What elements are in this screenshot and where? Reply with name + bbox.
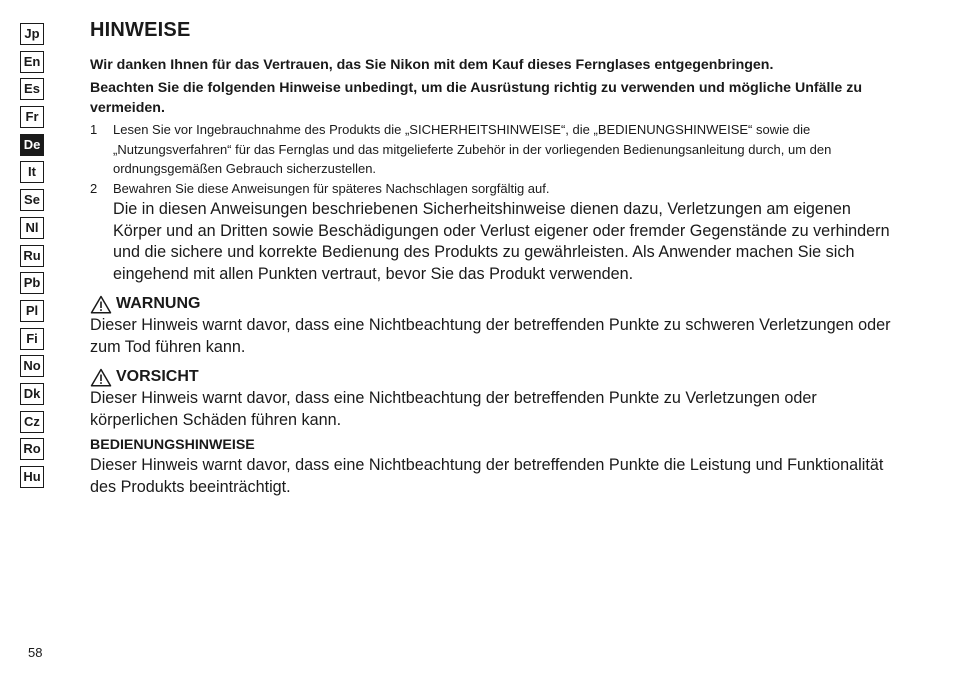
language-tab-nl[interactable]: Nl [20, 217, 44, 239]
language-tab-fr[interactable]: Fr [20, 106, 44, 128]
page-title: HINWEISE [90, 19, 191, 41]
warnung-text: Dieser Hinweis warnt davor, dass eine Nichtbeachtung der betreffenden Punkte zu schweren Verletzungen oder zum Tod führen kann. [90, 316, 891, 356]
language-tab-hu[interactable]: Hu [20, 466, 44, 488]
warning-triangle-icon [90, 368, 112, 387]
page-content [90, 18, 900, 498]
warning-triangle-icon [90, 295, 112, 314]
intro-thanks: Wir danken Ihnen für das Vertrauen, das Sie Nikon mit dem Kauf dieses Fernglases entgegenbringen. [90, 57, 774, 73]
item-text: Bewahren Sie diese Anweisungen für späteres Nachschlagen sorgfältig auf. [113, 180, 550, 196]
bedienung-text: Dieser Hinweis warnt davor, dass eine Nichtbeachtung der betreffenden Punkte die Leistung und Funktionalität des Produkts beeinträchtigt. [90, 456, 884, 496]
language-tab-ro[interactable]: Ro [20, 438, 44, 460]
item-text: Lesen Sie vor Ingebrauchnahme des Produkts die „SICHERHEITSHINWEISE“, die „BEDIENUNGSHINWEISE“ sowie die „Nutzungsverfahren“ für das Fernglas und das mitgelieferte Zubehör in der vorliegenden Bedienungsanleitung durch, um den ordnungsgemäßen Gebrauch sicherzustellen. [113, 122, 832, 176]
vorsicht-text: Dieser Hinweis warnt davor, dass eine Nichtbeachtung der betreffenden Punkte zu Verletzungen oder körperlichen Schäden führen kann. [90, 389, 817, 429]
language-tab-cz[interactable]: Cz [20, 411, 44, 433]
intro-notice: Beachten Sie die folgenden Hinweise unbedingt, um die Ausrüstung richtig zu verwenden und mögliche Unfälle zu vermeiden. [90, 80, 862, 116]
list-item [90, 179, 900, 199]
language-tab-dk[interactable]: Dk [20, 383, 44, 405]
language-tab-it[interactable]: It [20, 161, 44, 183]
safety-explanation: Die in diesen Anweisungen beschriebenen Sicherheitshinweise dienen dazu, Verletzungen am eigenen Körper und an Dritten sowie Beschädigungen oder Verlust eigener oder fremder Gegenstände zu verhindern und die sichere und korrekte Bedienung des Produkts zu gewährleisten. Als Anwender machen Sie sich eingehend mit allen Punkten vertraut, bevor Sie das Produkt verwenden. [113, 200, 890, 283]
vorsicht-heading [90, 366, 900, 388]
item-number: 2 [90, 180, 98, 196]
language-tab-jp[interactable]: Jp [20, 23, 44, 45]
warnung-label: WARNUNG [116, 295, 201, 312]
language-tab-es[interactable]: Es [20, 78, 44, 100]
language-tab-no[interactable]: No [20, 355, 44, 377]
language-tab-ru[interactable]: Ru [20, 245, 44, 267]
language-tab-pb[interactable]: Pb [20, 272, 44, 294]
vorsicht-label: VORSICHT [116, 368, 199, 385]
language-tab-de[interactable]: De [20, 134, 44, 156]
item-number: 1 [90, 122, 98, 137]
warnung-heading [90, 293, 900, 315]
page-number: 58 [28, 645, 43, 660]
bedienung-heading: BEDIENUNGSHINWEISE [90, 437, 255, 453]
language-tab-pl[interactable]: Pl [20, 300, 44, 322]
language-tabs [20, 23, 44, 494]
list-item [90, 120, 900, 179]
language-tab-en[interactable]: En [20, 51, 44, 73]
language-tab-fi[interactable]: Fi [20, 328, 44, 350]
language-tab-se[interactable]: Se [20, 189, 44, 211]
